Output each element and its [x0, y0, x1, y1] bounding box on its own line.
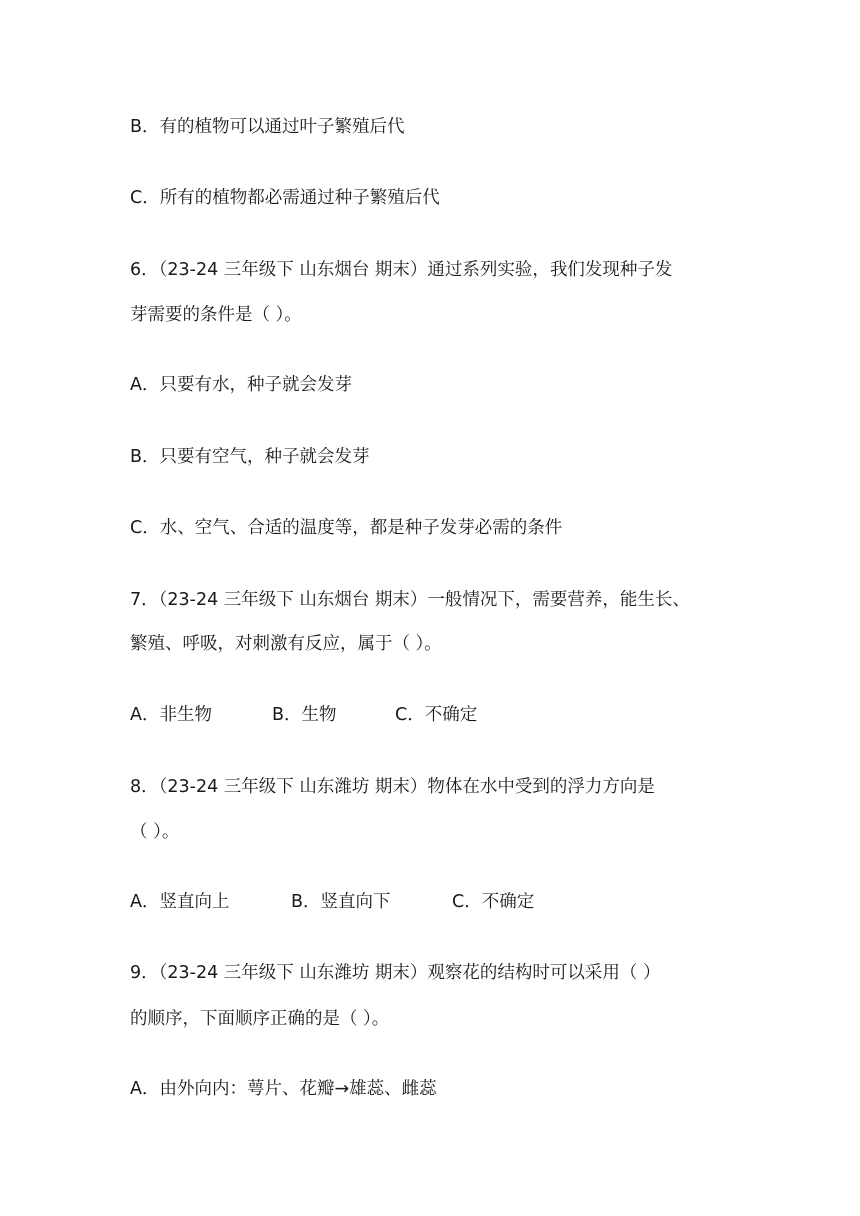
q7-option-b: B．生物: [272, 705, 337, 725]
q6-option-c: C．水、空气、合适的温度等，都是种子发芽必需的条件: [130, 518, 563, 538]
q8-option-c: C．不确定: [452, 892, 535, 912]
q8-stem-line2: （ ）。: [130, 822, 180, 842]
q8-options: [130, 890, 534, 914]
q9-stem-line2: 的顺序，下面顺序正确的是（ ）。: [130, 1009, 390, 1029]
q5-option-b: B．有的植物可以通过叶子繁殖后代: [130, 117, 405, 137]
q7-option-a: A．非生物: [130, 705, 212, 725]
q7-stem-line1: 7．（23-24 三年级下 山东烟台 期末）一般情况下，需要营养，能生长、: [130, 590, 690, 610]
q8-stem-line1: 8．（23-24 三年级下 山东潍坊 期末）物体在水中受到的浮力方向是: [130, 777, 655, 797]
q9-stem-line1: 9．（23-24 三年级下 山东潍坊 期末）观察花的结构时可以采用（ ）: [130, 963, 661, 983]
q6-option-b: B．只要有空气，种子就会发芽: [130, 447, 370, 467]
q7-options: [130, 703, 477, 727]
q8-option-b: B．竖直向下: [291, 892, 391, 912]
q7-option-c: C．不确定: [395, 705, 478, 725]
q7-stem-line2: 繁殖、呼吸，对刺激有反应，属于（ ）。: [130, 634, 442, 654]
q6-stem-line2: 芽需要的条件是（ ）。: [130, 305, 302, 325]
q5-option-c: C．所有的植物都必需通过种子繁殖后代: [130, 188, 440, 208]
q8-option-a: A．竖直向上: [130, 892, 230, 912]
q6-option-a: A．只要有水，种子就会发芽: [130, 375, 352, 395]
q6-stem-line1: 6．（23-24 三年级下 山东烟台 期末）通过系列实验，我们发现种子发: [130, 260, 673, 280]
q9-option-a: A．由外向内：萼片、花瓣→雄蕊、雌蕊: [130, 1079, 437, 1099]
